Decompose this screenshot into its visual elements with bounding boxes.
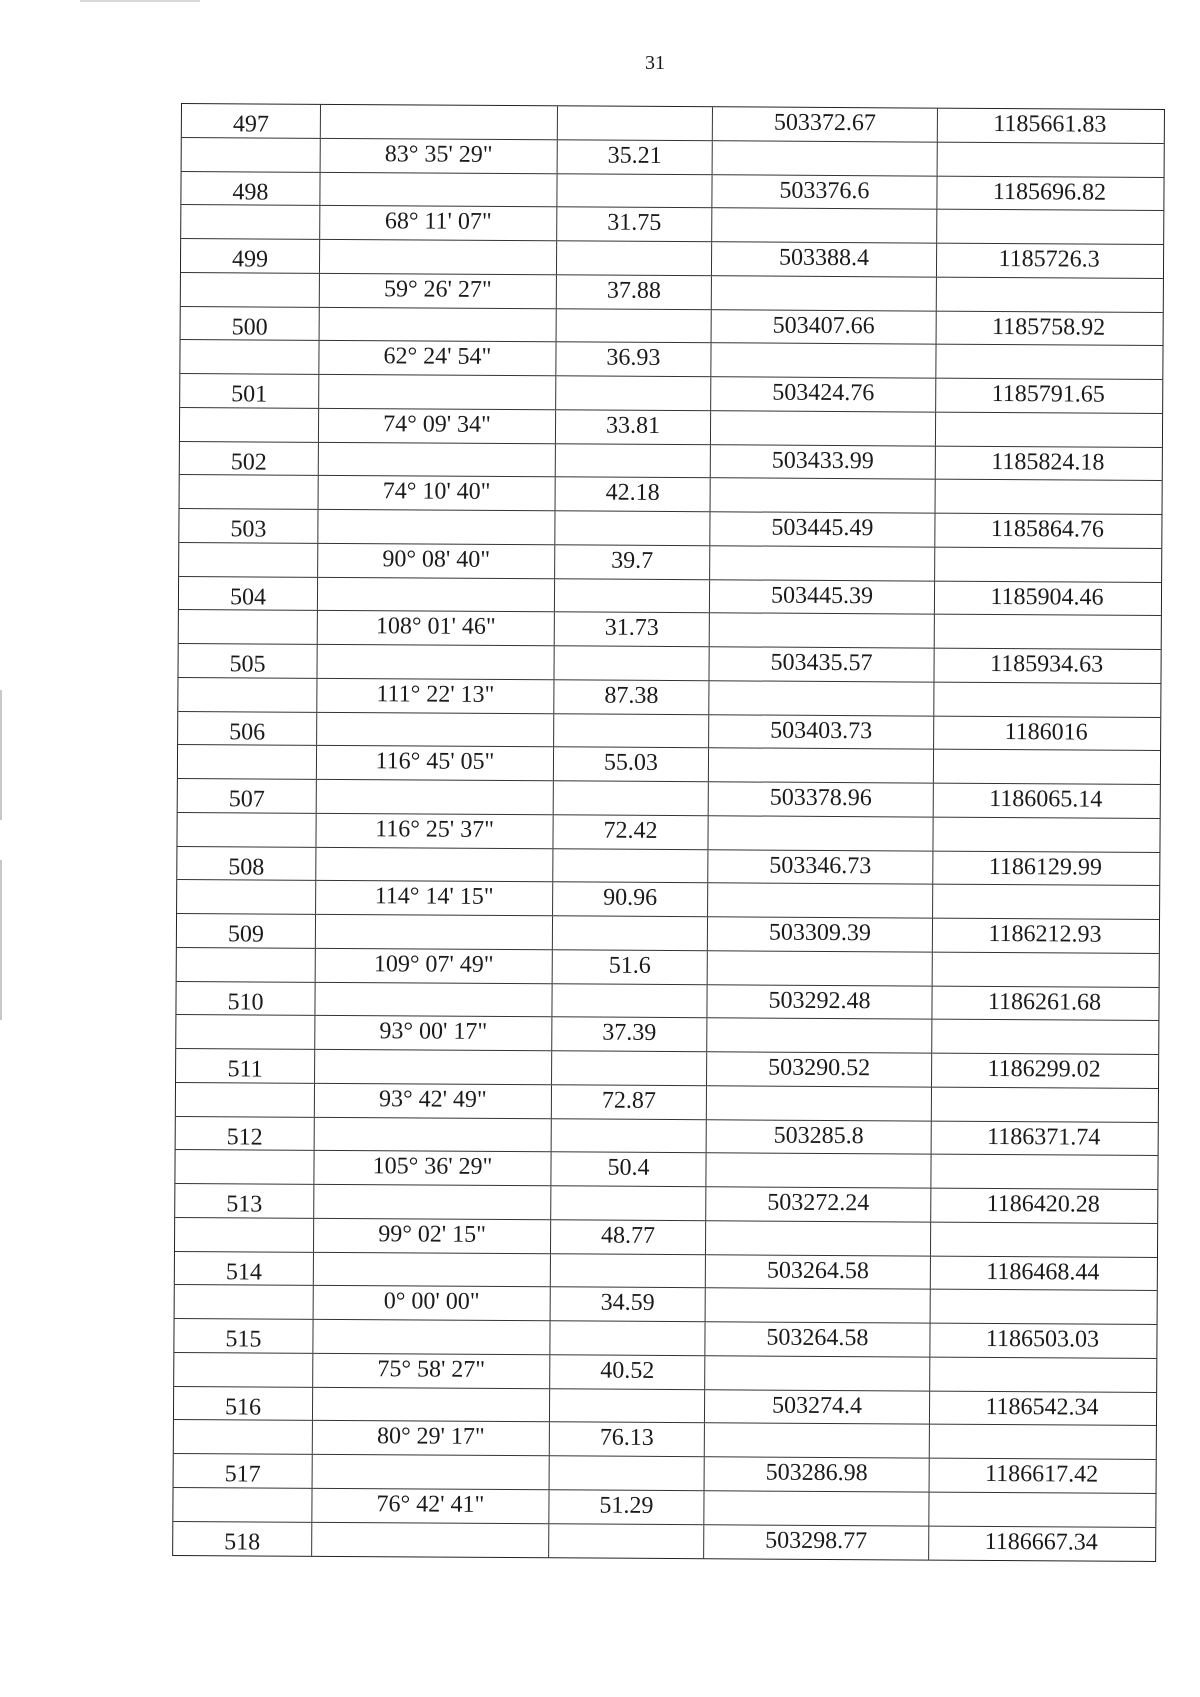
y-coordinate-cell: 1186299.02	[987, 1055, 1101, 1083]
direction-angle-cell: 75° 58' 27"	[313, 1354, 550, 1388]
direction-angle-cell	[313, 1455, 550, 1489]
distance-cell	[555, 579, 710, 613]
point-id-cell	[177, 948, 316, 982]
y-coordinate-cell	[935, 615, 1159, 649]
x-coordinate-cell: 503376.6	[712, 175, 937, 209]
point-id-cell	[173, 1488, 312, 1522]
y-coordinate-cell	[937, 277, 1161, 311]
direction-angle-cell	[313, 1387, 550, 1421]
x-coordinate-cell: 503272.24	[706, 1187, 931, 1221]
point-id-cell	[176, 1083, 315, 1117]
distance-cell: 72.42	[553, 815, 708, 849]
x-coordinate-cell: 503274.4	[705, 1390, 930, 1424]
point-id-cell: 509	[177, 914, 316, 948]
x-coordinate-cell	[712, 208, 937, 242]
distance-cell	[552, 1051, 707, 1085]
point-id-cell: 505	[178, 644, 317, 678]
x-coordinate-cell	[706, 1221, 931, 1255]
distance-cell: 76.13	[550, 1423, 705, 1457]
distance-cell: 50.4	[551, 1153, 706, 1187]
distance-cell	[551, 1254, 706, 1288]
point-id-cell	[181, 205, 320, 239]
point-id-cell: 511	[176, 1049, 315, 1083]
distance-cell: 42.18	[556, 478, 711, 512]
direction-angle-cell	[312, 1522, 549, 1557]
y-coordinate-cell: 1185904.46	[990, 583, 1104, 611]
distance-cell: 48.77	[551, 1220, 706, 1254]
distance-cell	[553, 849, 708, 883]
x-coordinate-cell: 503378.96	[709, 782, 934, 816]
y-coordinate-cell	[933, 885, 1157, 919]
x-coordinate-cell	[705, 1356, 930, 1390]
direction-angle-cell	[319, 375, 556, 409]
distance-cell: 35.21	[558, 140, 713, 174]
x-coordinate-cell	[712, 276, 937, 310]
direction-angle-cell: 68° 11' 07"	[320, 206, 557, 240]
distance-cell: 87.38	[554, 680, 709, 714]
direction-angle-cell: 90° 08' 40"	[318, 544, 555, 578]
direction-angle-cell: 74° 10' 40"	[319, 476, 556, 510]
x-coordinate-cell: 503445.39	[710, 580, 935, 614]
direction-angle-cell	[316, 847, 553, 881]
y-coordinate-cell	[938, 142, 1162, 176]
point-id-cell	[180, 475, 319, 509]
direction-angle-cell: 105° 36' 29"	[314, 1151, 551, 1185]
direction-angle-cell: 93° 42' 49"	[315, 1084, 552, 1118]
y-coordinate-cell	[935, 547, 1159, 581]
y-coordinate-cell: 1186542.34	[985, 1393, 1099, 1421]
point-id-cell: 516	[174, 1386, 313, 1420]
y-coordinate-cell	[936, 480, 1160, 514]
distance-cell	[550, 1389, 705, 1423]
direction-angle-cell	[318, 577, 555, 611]
distance-cell: 34.59	[551, 1288, 706, 1322]
x-coordinate-cell	[704, 1491, 929, 1525]
y-coordinate-cell: 1186065.14	[989, 785, 1103, 813]
x-coordinate-cell	[708, 816, 933, 850]
point-id-cell: 501	[180, 374, 319, 408]
scan-artifact-left-2	[0, 860, 2, 1020]
y-coordinate-cell	[936, 345, 1160, 379]
y-coordinate-cell: 1186667.34	[984, 1528, 1098, 1556]
point-id-cell	[180, 340, 319, 374]
y-coordinate-cell	[933, 817, 1157, 851]
y-coordinate-cell: 1186129.99	[988, 853, 1102, 881]
x-coordinate-cell	[707, 1086, 932, 1120]
x-coordinate-cell: 503435.57	[709, 647, 934, 681]
point-id-cell: 513	[175, 1184, 314, 1218]
point-id-cell: 498	[181, 172, 320, 206]
direction-angle-cell	[315, 1117, 552, 1151]
direction-angle-cell: 93° 00' 17"	[315, 1016, 552, 1050]
y-coordinate-cell: 1186468.44	[986, 1258, 1100, 1286]
point-id-cell	[180, 408, 319, 442]
x-coordinate-cell: 503298.77	[704, 1525, 929, 1560]
distance-cell: 31.75	[557, 208, 712, 242]
point-id-cell: 497	[182, 104, 321, 138]
x-coordinate-cell	[713, 141, 938, 175]
point-id-cell	[176, 1015, 315, 1049]
y-coordinate-cell	[936, 412, 1160, 446]
x-coordinate-cell: 503346.73	[708, 850, 933, 884]
y-coordinate-cell: 1185791.65	[991, 380, 1105, 408]
x-coordinate-cell	[708, 951, 933, 985]
point-id-cell	[179, 543, 318, 577]
y-coordinate-cell: 1185758.92	[992, 313, 1106, 341]
distance-cell	[557, 309, 712, 343]
y-coordinate-cell	[929, 1492, 1153, 1526]
point-id-cell: 499	[181, 239, 320, 273]
y-coordinate-cell: 1185824.18	[991, 448, 1105, 476]
distance-cell	[552, 984, 707, 1018]
distance-cell: 72.87	[552, 1085, 707, 1119]
distance-cell: 33.81	[556, 410, 711, 444]
direction-angle-cell	[320, 240, 557, 274]
direction-angle-cell: 114° 14' 15"	[316, 881, 553, 915]
y-coordinate-cell	[931, 1155, 1155, 1189]
distance-cell	[557, 241, 712, 275]
distance-cell: 51.29	[549, 1490, 704, 1524]
point-id-cell: 512	[176, 1116, 315, 1150]
x-coordinate-cell	[708, 883, 933, 917]
direction-angle-cell	[320, 172, 557, 206]
point-id-cell: 518	[173, 1521, 312, 1556]
point-id-cell	[174, 1420, 313, 1454]
distance-cell	[556, 444, 711, 478]
direction-angle-cell	[315, 1050, 552, 1084]
x-coordinate-cell	[709, 681, 934, 715]
point-id-cell	[175, 1285, 314, 1319]
x-coordinate-cell	[711, 343, 936, 377]
x-coordinate-cell	[706, 1153, 931, 1187]
x-coordinate-cell	[709, 748, 934, 782]
distance-cell: 40.52	[550, 1355, 705, 1389]
x-coordinate-cell	[705, 1423, 930, 1457]
direction-angle-cell	[313, 1320, 550, 1354]
direction-angle-cell: 74° 09' 34"	[319, 409, 556, 443]
x-coordinate-cell	[706, 1288, 931, 1322]
point-id-cell	[175, 1218, 314, 1252]
point-id-cell	[179, 610, 318, 644]
direction-angle-cell	[315, 982, 552, 1016]
y-coordinate-cell	[930, 1357, 1154, 1391]
x-coordinate-cell: 503286.98	[705, 1457, 930, 1491]
point-id-cell: 503	[179, 509, 318, 543]
direction-angle-cell	[314, 1252, 551, 1286]
y-coordinate-cell: 1185726.3	[998, 245, 1100, 273]
y-coordinate-cell: 1186617.42	[984, 1460, 1099, 1488]
x-coordinate-cell	[710, 613, 935, 647]
direction-angle-cell: 59° 26' 27"	[320, 274, 557, 308]
point-id-cell	[174, 1353, 313, 1387]
distance-cell: 37.39	[552, 1018, 707, 1052]
direction-angle-cell	[316, 915, 553, 949]
y-coordinate-cell: 1185864.76	[990, 515, 1105, 543]
distance-cell	[558, 106, 713, 140]
distance-cell	[552, 1119, 707, 1153]
distance-cell	[550, 1321, 705, 1355]
x-coordinate-cell: 503433.99	[711, 445, 936, 479]
direction-angle-cell: 76° 42' 41"	[312, 1489, 549, 1523]
distance-cell	[555, 511, 710, 545]
x-coordinate-cell	[710, 546, 935, 580]
y-coordinate-cell: 1185934.63	[989, 650, 1104, 678]
x-coordinate-cell: 503407.66	[712, 310, 937, 344]
y-coordinate-cell: 1186261.68	[987, 988, 1102, 1016]
x-coordinate-cell	[711, 478, 936, 512]
y-coordinate-cell	[930, 1425, 1154, 1459]
point-id-cell	[175, 1150, 314, 1184]
distance-cell: 39.7	[555, 545, 710, 579]
x-coordinate-cell: 503372.67	[713, 107, 938, 141]
distance-cell: 37.88	[557, 275, 712, 309]
direction-angle-cell	[318, 510, 555, 544]
direction-angle-cell: 99° 02' 15"	[314, 1219, 551, 1253]
y-coordinate-cell	[931, 1222, 1155, 1256]
x-coordinate-cell	[707, 1018, 932, 1052]
direction-angle-cell: 116° 45' 05"	[317, 746, 554, 780]
x-coordinate-cell: 503309.39	[708, 917, 933, 951]
y-coordinate-cell: 1186371.74	[987, 1123, 1101, 1151]
distance-cell	[554, 646, 709, 680]
direction-angle-cell	[317, 780, 554, 814]
point-id-cell: 507	[178, 779, 317, 813]
direction-angle-cell	[320, 307, 557, 341]
point-id-cell: 500	[181, 307, 320, 341]
point-id-cell: 514	[175, 1251, 314, 1285]
x-coordinate-cell: 503445.49	[710, 512, 935, 546]
distance-cell	[549, 1524, 704, 1559]
page-number: 31	[645, 52, 665, 74]
point-id-cell	[178, 745, 317, 779]
distance-cell	[557, 174, 712, 208]
direction-angle-cell: 83° 35' 29"	[321, 139, 558, 173]
x-coordinate-cell: 503285.8	[707, 1120, 932, 1154]
distance-cell	[554, 781, 709, 815]
distance-cell	[553, 916, 708, 950]
point-id-cell	[182, 138, 321, 172]
y-coordinate-cell	[932, 1020, 1156, 1054]
distance-cell: 55.03	[554, 748, 709, 782]
x-coordinate-cell: 503264.58	[706, 1255, 931, 1289]
point-id-cell: 508	[177, 846, 316, 880]
y-coordinate-cell: 1185661.83	[993, 110, 1107, 138]
direction-angle-cell	[317, 712, 554, 746]
y-coordinate-cell: 1186420.28	[986, 1190, 1100, 1218]
table-row-point	[173, 1521, 1155, 1561]
y-coordinate-cell	[934, 750, 1158, 784]
scan-artifact-top	[80, 0, 200, 2]
point-id-cell: 510	[176, 981, 315, 1015]
point-id-cell: 515	[174, 1319, 313, 1353]
direction-angle-cell: 80° 29' 17"	[313, 1421, 550, 1455]
y-coordinate-cell	[932, 1087, 1156, 1121]
y-coordinate-cell	[937, 210, 1161, 244]
x-coordinate-cell: 503292.48	[707, 985, 932, 1019]
y-coordinate-cell: 1186503.03	[985, 1325, 1100, 1353]
point-id-cell	[177, 880, 316, 914]
y-coordinate-cell	[934, 682, 1158, 716]
point-id-cell	[177, 813, 316, 847]
distance-cell: 51.6	[553, 950, 708, 984]
point-id-cell	[178, 678, 317, 712]
point-id-cell: 502	[180, 441, 319, 475]
distance-cell	[550, 1456, 705, 1490]
direction-angle-cell	[319, 442, 556, 476]
y-coordinate-cell: 1186212.93	[988, 920, 1102, 948]
y-coordinate-cell: 1186016	[1004, 718, 1088, 746]
direction-angle-cell: 109° 07' 49"	[316, 949, 553, 983]
point-id-cell: 517	[174, 1454, 313, 1488]
distance-cell: 31.73	[555, 613, 710, 647]
x-coordinate-cell: 503264.58	[705, 1322, 930, 1356]
scan-artifact-left-1	[0, 690, 2, 820]
direction-angle-cell: 62° 24' 54"	[319, 341, 556, 375]
distance-cell: 90.96	[553, 883, 708, 917]
direction-angle-cell	[314, 1185, 551, 1219]
x-coordinate-cell	[711, 411, 936, 445]
y-coordinate-cell	[933, 952, 1157, 986]
direction-angle-cell: 108° 01' 46"	[318, 611, 555, 645]
y-coordinate-cell: 1185696.82	[992, 178, 1107, 206]
x-coordinate-cell: 503388.4	[712, 242, 937, 276]
direction-angle-cell	[321, 105, 558, 139]
point-id-cell: 506	[178, 711, 317, 745]
y-coordinate-cell	[931, 1290, 1155, 1324]
point-id-cell: 504	[179, 576, 318, 610]
direction-angle-cell	[317, 645, 554, 679]
point-id-cell	[181, 273, 320, 307]
coordinate-table	[172, 103, 1165, 1562]
x-coordinate-cell: 503403.73	[709, 715, 934, 749]
distance-cell	[556, 376, 711, 410]
x-coordinate-cell: 503290.52	[707, 1052, 932, 1086]
direction-angle-cell: 0° 00' 00"	[314, 1286, 551, 1320]
distance-cell	[551, 1186, 706, 1220]
direction-angle-cell: 116° 25' 37"	[316, 814, 553, 848]
distance-cell: 36.93	[556, 343, 711, 377]
direction-angle-cell: 111° 22' 13"	[317, 679, 554, 713]
x-coordinate-cell: 503424.76	[711, 377, 936, 411]
distance-cell	[554, 714, 709, 748]
